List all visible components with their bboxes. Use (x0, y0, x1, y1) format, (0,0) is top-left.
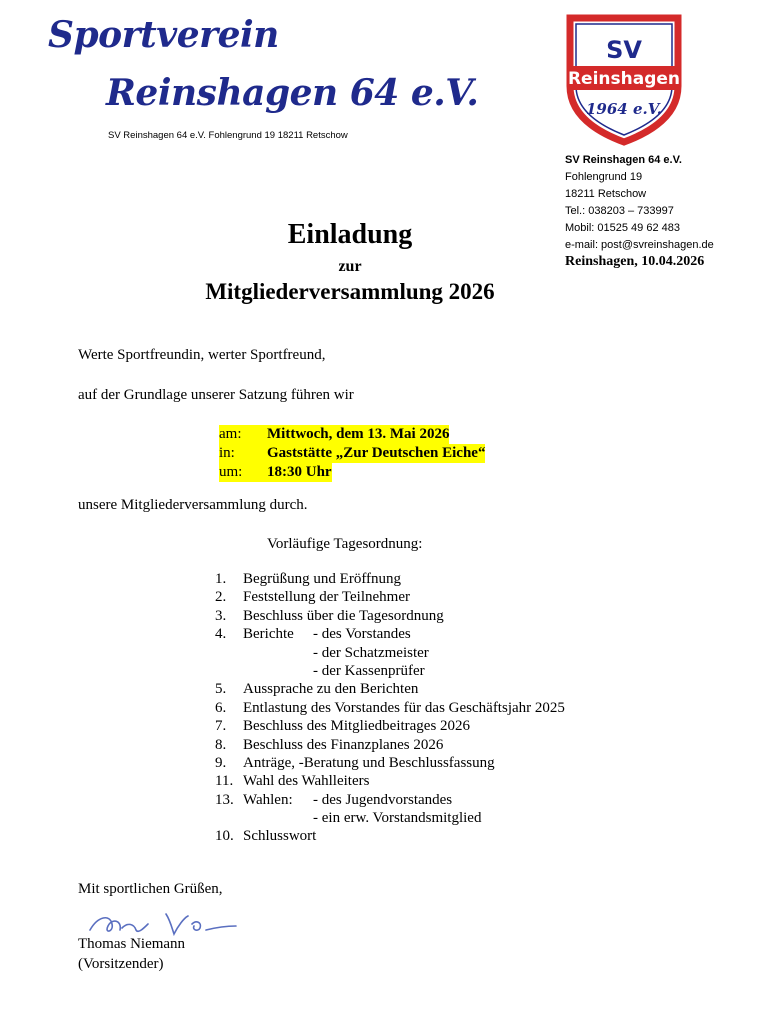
event-details (219, 425, 485, 482)
event-time-value: 18:30 Uhr (267, 464, 332, 480)
agenda-item-number: 1. (215, 571, 227, 587)
agenda-item-number: 3. (215, 607, 227, 624)
sender-address-line: SV Reinshagen 64 e.V. Fohlengrund 19 18211 Retschow (108, 130, 348, 141)
contact-street: Fohlengrund 19 (565, 171, 643, 183)
contact-phone: Tel.: 038203 – 733997 (565, 205, 674, 217)
contact-email: e-mail: post@svreinshagen.de (565, 239, 714, 251)
contact-mobile: Mobil: 01525 49 62 483 (565, 222, 680, 234)
agenda-item-subpoint: - ein erw. Vorstandsmitglied (313, 810, 482, 827)
letter-date: Reinshagen, 10.04.2026 (565, 254, 705, 269)
agenda-item-text: Berichte (243, 626, 294, 643)
agenda-item-number: 7. (215, 718, 227, 735)
agenda-item-text: Beschluss des Finanzplanes 2026 (243, 736, 444, 753)
outro-text: unsere Mitgliederversammlung durch. (78, 497, 308, 513)
agenda-item-text: Wahl des Wahlleiters (243, 773, 370, 790)
agenda-item-text: Anträge, -Beratung und Beschlussfassung (243, 754, 495, 771)
event-place-row (219, 444, 485, 463)
signer-role: (Vorsitzender) (78, 956, 164, 972)
agenda-item-number: 5. (215, 681, 227, 698)
contact-club: SV Reinshagen 64 e.V. (565, 154, 682, 166)
agenda-item-text: Beschluss des Mitgliedbeitrages 2026 (243, 718, 471, 735)
agenda-item-number: 11. (215, 773, 234, 790)
agenda-item-subpoint: - des Jugendvorstandes (313, 791, 453, 808)
agenda-item-text: Schlusswort (243, 828, 317, 845)
agenda-item-subpoint: - der Kassenprüfer (313, 662, 425, 679)
club-logo-shield-icon (562, 14, 686, 146)
heading-invitation: Einladung (287, 219, 413, 250)
event-time-label: um: (219, 463, 267, 482)
heading-meeting: Mitgliederversammlung 2026 (205, 279, 495, 304)
agenda-item-text: Begrüßung und Eröffnung (243, 571, 402, 587)
agenda-title: Vorläufige Tagesordnung: (267, 536, 423, 552)
event-date-value: Mittwoch, dem 13. Mai 2026 (267, 426, 450, 442)
heading-zur: zur (338, 258, 362, 275)
intro-text: auf der Grundlage unserer Satzung führen wir (78, 387, 354, 403)
agenda-item-number: 8. (215, 736, 227, 753)
agenda-item-text: Beschluss über die Tagesordnung (243, 607, 444, 624)
signer-name: Thomas Niemann (78, 936, 186, 952)
club-name-line2: Reinshagen 64 e.V. (106, 72, 479, 114)
event-place-value: Gaststätte „Zur Deutschen Eiche“ (267, 445, 486, 461)
club-name-line1: Sportverein (48, 14, 279, 56)
agenda-item-number: 6. (215, 699, 227, 716)
event-place-label: in: (219, 444, 267, 463)
agenda-item-number: 10. (215, 828, 234, 845)
agenda-item-text: Wahlen: (243, 791, 293, 808)
agenda-item-subpoint: - der Schatzmeister (313, 644, 429, 661)
event-date-label: am: (219, 425, 267, 444)
agenda-item-number: 4. (215, 626, 227, 643)
event-time-row (219, 463, 485, 482)
agenda-item-number: 9. (215, 754, 227, 771)
greeting: Werte Sportfreundin, werter Sportfreund, (78, 347, 326, 363)
logo-middle-text: Reinshagen (567, 69, 681, 89)
agenda-item-text: Feststellung der Teilnehmer (243, 589, 410, 606)
agenda-item-text: Aussprache zu den Berichten (243, 681, 419, 698)
closing-text: Mit sportlichen Grüßen, (78, 881, 223, 897)
contact-city: 18211 Retschow (565, 188, 647, 200)
agenda-item-text: Entlastung des Vorstandes für das Geschäftsjahr 2025 (243, 699, 565, 716)
agenda-item-number: 2. (215, 589, 227, 606)
logo-bottom-text: 1964 e.V. (586, 100, 662, 118)
logo-top-text: SV (606, 36, 642, 64)
event-date-row (219, 425, 485, 444)
agenda-item-subpoint: - des Vorstandes (313, 626, 411, 643)
agenda-item-number: 13. (215, 791, 234, 808)
